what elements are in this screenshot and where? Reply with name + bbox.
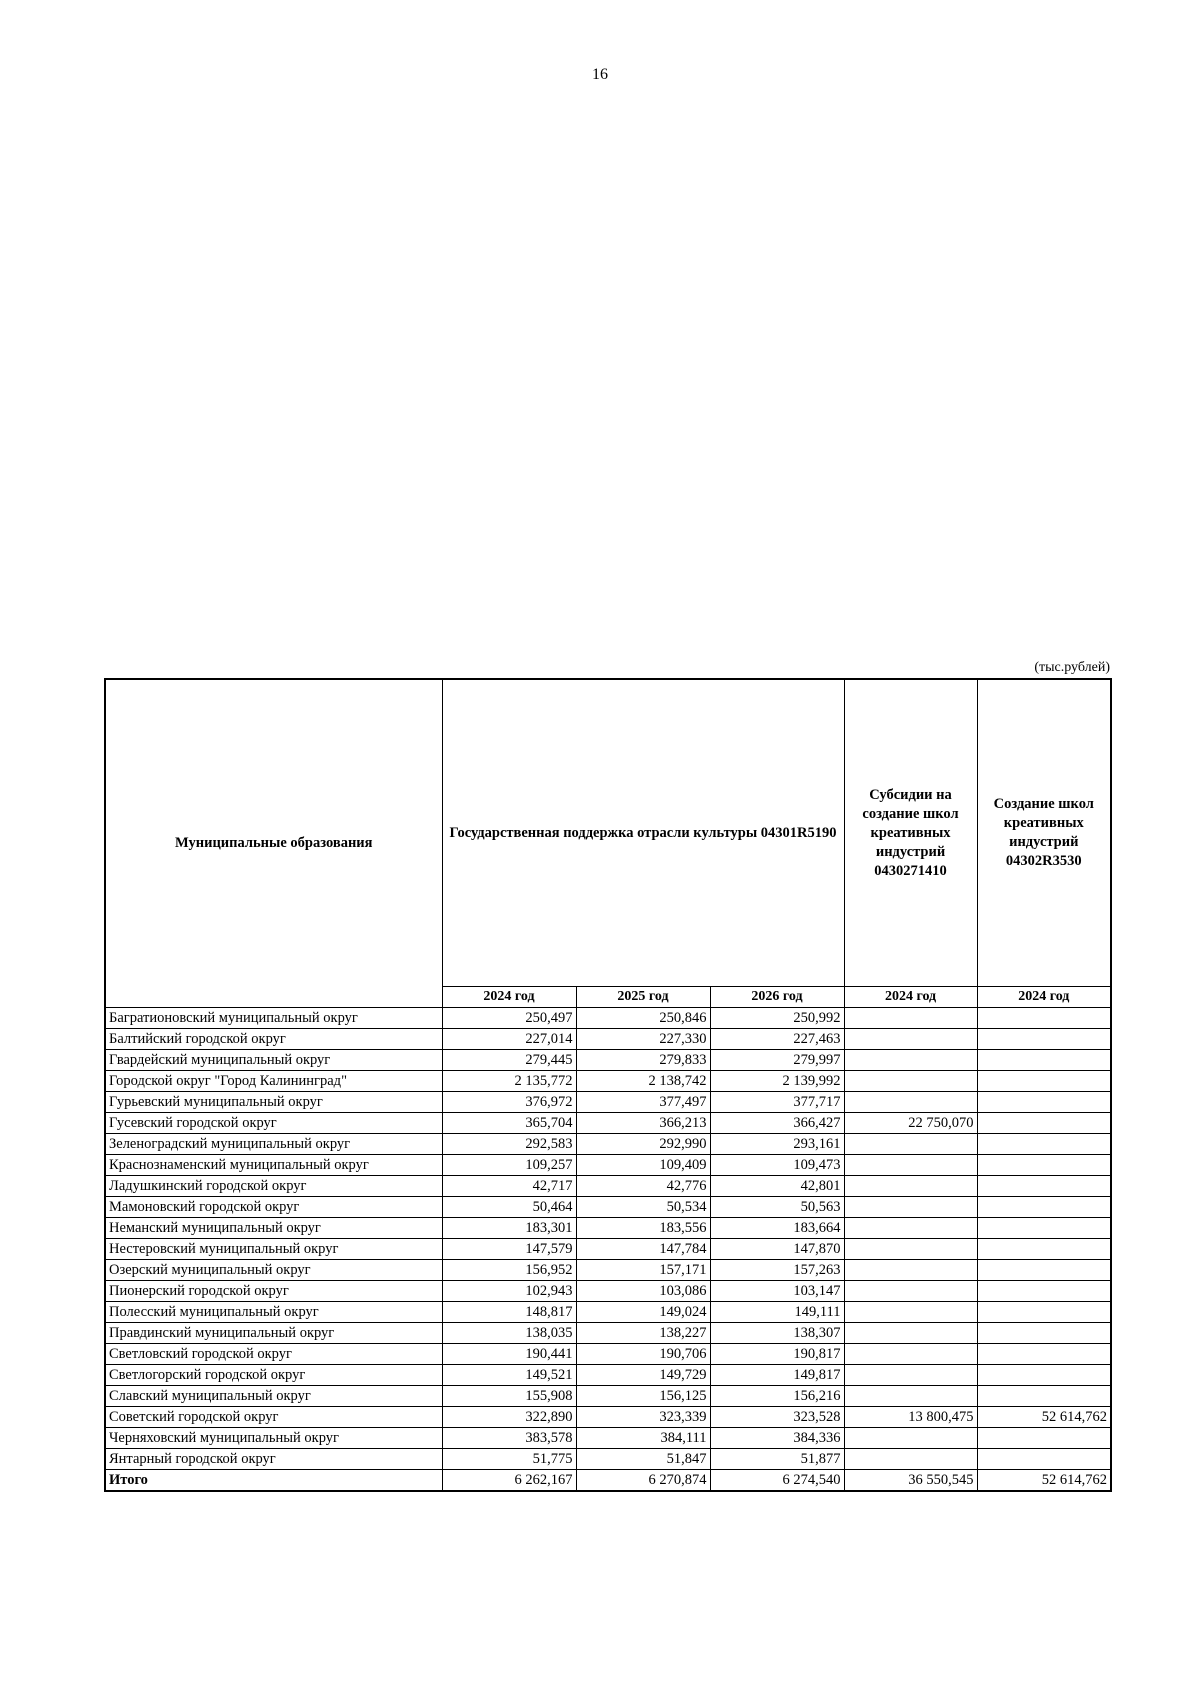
value-2024: 6 262,167 [442,1470,576,1492]
creative-value [977,1092,1111,1113]
value-2024: 250,497 [442,1008,576,1029]
value-2026: 138,307 [710,1323,844,1344]
value-2025: 42,776 [576,1176,710,1197]
creative-value: 52 614,762 [977,1470,1111,1492]
creative-value [977,1365,1111,1386]
municipality-name: Славский муниципальный округ [105,1386,442,1407]
value-2024: 365,704 [442,1113,576,1134]
value-2025: 149,729 [576,1365,710,1386]
subsidy-value [844,1302,977,1323]
municipality-name: Озерский муниципальный округ [105,1260,442,1281]
value-2026: 51,877 [710,1449,844,1470]
municipality-name: Мамоновский городской округ [105,1197,442,1218]
value-2025: 190,706 [576,1344,710,1365]
value-2026: 109,473 [710,1155,844,1176]
subsidy-value: 22 750,070 [844,1113,977,1134]
units-label: (тыс.рублей) [1034,660,1110,675]
value-2025: 384,111 [576,1428,710,1449]
subsidy-value [844,1281,977,1302]
municipality-name: Ладушкинский городской округ [105,1176,442,1197]
table-row [105,1260,1111,1281]
table-row [105,1008,1111,1029]
value-2024: 227,014 [442,1029,576,1050]
page-number: 16 [592,66,608,83]
value-2026: 279,997 [710,1050,844,1071]
municipality-name: Итого [105,1470,442,1492]
value-2024: 190,441 [442,1344,576,1365]
subsidy-value [844,1260,977,1281]
value-2025: 138,227 [576,1323,710,1344]
value-2026: 293,161 [710,1134,844,1155]
subsidy-value: 13 800,475 [844,1407,977,1428]
creative-value [977,1344,1111,1365]
table-row [105,1281,1111,1302]
table-row [105,1092,1111,1113]
municipality-name: Пионерский городской округ [105,1281,442,1302]
table-row [105,1407,1111,1428]
table-body [105,1008,1111,1492]
creative-value [977,1302,1111,1323]
creative-value [977,1449,1111,1470]
creative-value [977,1428,1111,1449]
table-row [105,1386,1111,1407]
table-row [105,1428,1111,1449]
creative-value [977,1008,1111,1029]
value-2024: 292,583 [442,1134,576,1155]
table-row [105,1218,1111,1239]
table-row [105,1029,1111,1050]
value-2025: 377,497 [576,1092,710,1113]
value-2026: 50,563 [710,1197,844,1218]
subsidy-value [844,1386,977,1407]
creative-value [977,1386,1111,1407]
value-2026: 366,427 [710,1113,844,1134]
value-2026: 190,817 [710,1344,844,1365]
municipality-name: Светлогорский городской округ [105,1365,442,1386]
value-2026: 42,801 [710,1176,844,1197]
municipality-name: Советский городской округ [105,1407,442,1428]
table-row [105,1323,1111,1344]
municipality-name: Полесский муниципальный округ [105,1302,442,1323]
subsidy-value [844,1134,977,1155]
value-2024: 279,445 [442,1050,576,1071]
municipality-name: Черняховский муниципальный округ [105,1428,442,1449]
subsidy-value [844,1197,977,1218]
subsidy-value [844,1155,977,1176]
creative-value: 52 614,762 [977,1407,1111,1428]
subsidy-value [844,1008,977,1029]
creative-value [977,1323,1111,1344]
value-2026: 156,216 [710,1386,844,1407]
value-2025: 183,556 [576,1218,710,1239]
table-row [105,1050,1111,1071]
value-2025: 292,990 [576,1134,710,1155]
value-2025: 6 270,874 [576,1470,710,1492]
subsidy-value [844,1344,977,1365]
municipality-name: Янтарный городской округ [105,1449,442,1470]
municipality-name: Краснознаменский муниципальный округ [105,1155,442,1176]
header-culture-support: Государственная поддержка отрасли культуры 04301R5190 [442,679,844,987]
municipality-name: Городской округ "Город Калининград" [105,1071,442,1092]
table-row [105,1344,1111,1365]
subsidy-value [844,1176,977,1197]
subsidy-value [844,1029,977,1050]
value-2026: 147,870 [710,1239,844,1260]
table-row [105,1302,1111,1323]
municipality-name: Гвардейский муниципальный округ [105,1050,442,1071]
municipality-name: Светловский городской округ [105,1344,442,1365]
value-2026: 2 139,992 [710,1071,844,1092]
header-year: 2026 год [710,987,844,1008]
table-row [105,1176,1111,1197]
creative-value [977,1113,1111,1134]
header-year: 2024 год [442,987,576,1008]
value-2025: 109,409 [576,1155,710,1176]
table-row [105,1239,1111,1260]
creative-value [977,1134,1111,1155]
value-2025: 50,534 [576,1197,710,1218]
header-subsidy-schools: Субсидии на создание школ креативных индустрий 0430271410 [844,679,977,987]
header-year: 2024 год [844,987,977,1008]
table-row [105,1155,1111,1176]
creative-value [977,1176,1111,1197]
creative-value [977,1029,1111,1050]
value-2024: 50,464 [442,1197,576,1218]
municipality-name: Неманский муниципальный округ [105,1218,442,1239]
value-2026: 384,336 [710,1428,844,1449]
municipality-name: Правдинский муниципальный округ [105,1323,442,1344]
value-2026: 149,817 [710,1365,844,1386]
value-2024: 42,717 [442,1176,576,1197]
subsidy-value [844,1050,977,1071]
creative-value [977,1050,1111,1071]
value-2025: 51,847 [576,1449,710,1470]
subsidy-value [844,1323,977,1344]
value-2026: 6 274,540 [710,1470,844,1492]
header-year: 2025 год [576,987,710,1008]
value-2024: 147,579 [442,1239,576,1260]
municipality-name: Зеленоградский муниципальный округ [105,1134,442,1155]
header-creative-schools: Создание школ креативных индустрий 04302R3530 [977,679,1111,987]
table-row [105,1365,1111,1386]
creative-value [977,1260,1111,1281]
value-2025: 227,330 [576,1029,710,1050]
creative-value [977,1218,1111,1239]
table-row [105,1113,1111,1134]
value-2025: 156,125 [576,1386,710,1407]
subsidy-value [844,1428,977,1449]
value-2026: 149,111 [710,1302,844,1323]
value-2026: 227,463 [710,1029,844,1050]
value-2025: 103,086 [576,1281,710,1302]
value-2025: 366,213 [576,1113,710,1134]
value-2024: 2 135,772 [442,1071,576,1092]
value-2024: 322,890 [442,1407,576,1428]
value-2025: 250,846 [576,1008,710,1029]
municipality-name: Багратионовский муниципальный округ [105,1008,442,1029]
creative-value [977,1281,1111,1302]
header-year: 2024 год [977,987,1111,1008]
value-2024: 155,908 [442,1386,576,1407]
value-2025: 323,339 [576,1407,710,1428]
creative-value [977,1155,1111,1176]
value-2024: 376,972 [442,1092,576,1113]
value-2024: 102,943 [442,1281,576,1302]
header-municipality: Муниципальные образования [105,679,442,1008]
value-2025: 147,784 [576,1239,710,1260]
subsidy-value [844,1071,977,1092]
table-row [105,1197,1111,1218]
subsidy-value: 36 550,545 [844,1470,977,1492]
creative-value [977,1071,1111,1092]
value-2025: 279,833 [576,1050,710,1071]
municipality-name: Нестеровский муниципальный округ [105,1239,442,1260]
value-2024: 148,817 [442,1302,576,1323]
value-2024: 51,775 [442,1449,576,1470]
subsidy-value [844,1365,977,1386]
value-2024: 138,035 [442,1323,576,1344]
subsidy-value [844,1449,977,1470]
municipality-name: Гусевский городской округ [105,1113,442,1134]
value-2025: 157,171 [576,1260,710,1281]
budget-table [104,678,1112,1492]
subsidy-value [844,1239,977,1260]
subsidy-value [844,1218,977,1239]
value-2026: 377,717 [710,1092,844,1113]
value-2025: 149,024 [576,1302,710,1323]
value-2026: 103,147 [710,1281,844,1302]
value-2026: 323,528 [710,1407,844,1428]
value-2024: 156,952 [442,1260,576,1281]
total-row [105,1470,1111,1492]
value-2026: 157,263 [710,1260,844,1281]
value-2026: 183,664 [710,1218,844,1239]
subsidy-value [844,1092,977,1113]
municipality-name: Гурьевский муниципальный округ [105,1092,442,1113]
creative-value [977,1197,1111,1218]
value-2025: 2 138,742 [576,1071,710,1092]
value-2024: 183,301 [442,1218,576,1239]
value-2024: 149,521 [442,1365,576,1386]
creative-value [977,1239,1111,1260]
table-row [105,1449,1111,1470]
municipality-name: Балтийский городской округ [105,1029,442,1050]
table-row [105,1071,1111,1092]
value-2024: 383,578 [442,1428,576,1449]
value-2026: 250,992 [710,1008,844,1029]
value-2024: 109,257 [442,1155,576,1176]
table-row [105,1134,1111,1155]
